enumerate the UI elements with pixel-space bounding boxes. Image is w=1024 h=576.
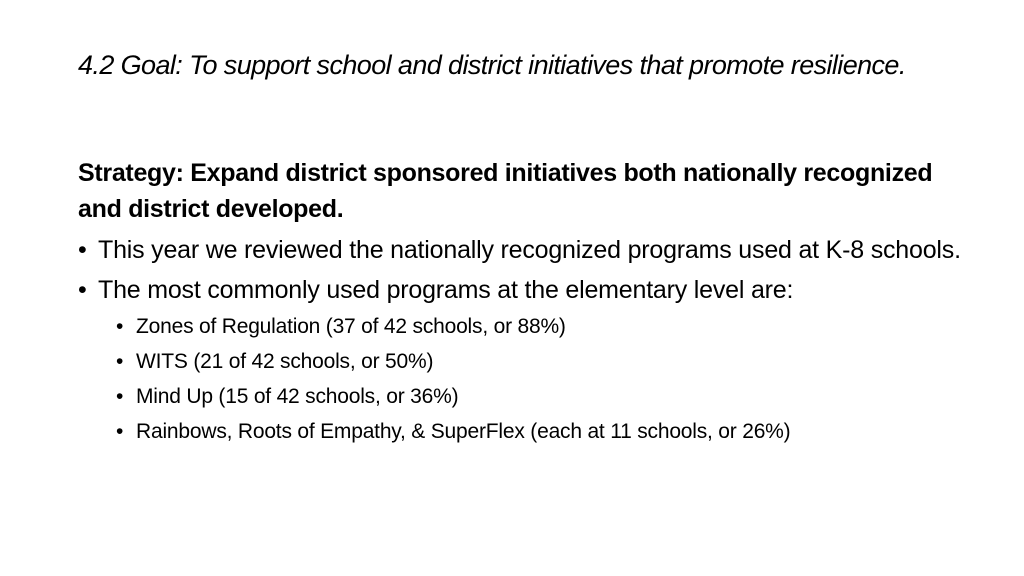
sub-list-item-text: Zones of Regulation (37 of 42 schools, or 88%) xyxy=(136,315,566,338)
sub-bullet-list xyxy=(98,309,978,449)
list-item-text: This year we reviewed the nationally recognized programs used at K-8 schools. xyxy=(98,236,961,264)
slide-title: 4.2 Goal: To support school and district initiatives that promote resilience. xyxy=(78,50,906,80)
slide-body xyxy=(78,155,978,455)
bullet-icon: • xyxy=(116,420,124,443)
bullet-icon: • xyxy=(78,276,87,304)
bullet-icon: • xyxy=(116,385,124,408)
bullet-icon: • xyxy=(78,236,87,264)
list-item xyxy=(78,273,978,449)
bullet-list xyxy=(78,233,978,449)
bullet-icon: • xyxy=(116,350,124,373)
bullet-icon: • xyxy=(116,315,124,338)
strategy-heading: Strategy: Expand district sponsored initiatives both nationally recognized and district developed. xyxy=(78,159,933,223)
sub-list-item xyxy=(98,309,978,344)
list-item-text: The most commonly used programs at the elementary level are: xyxy=(98,276,794,304)
sub-list-item-text: Rainbows, Roots of Empathy, & SuperFlex (each at 11 schools, or 26%) xyxy=(136,420,791,443)
list-item xyxy=(78,233,978,267)
sub-list-item xyxy=(98,344,978,379)
sub-list-item xyxy=(98,414,978,449)
sub-list-item-text: WITS (21 of 42 schools, or 50%) xyxy=(136,350,434,373)
sub-list-item xyxy=(98,379,978,414)
sub-list-item-text: Mind Up (15 of 42 schools, or 36%) xyxy=(136,385,459,408)
